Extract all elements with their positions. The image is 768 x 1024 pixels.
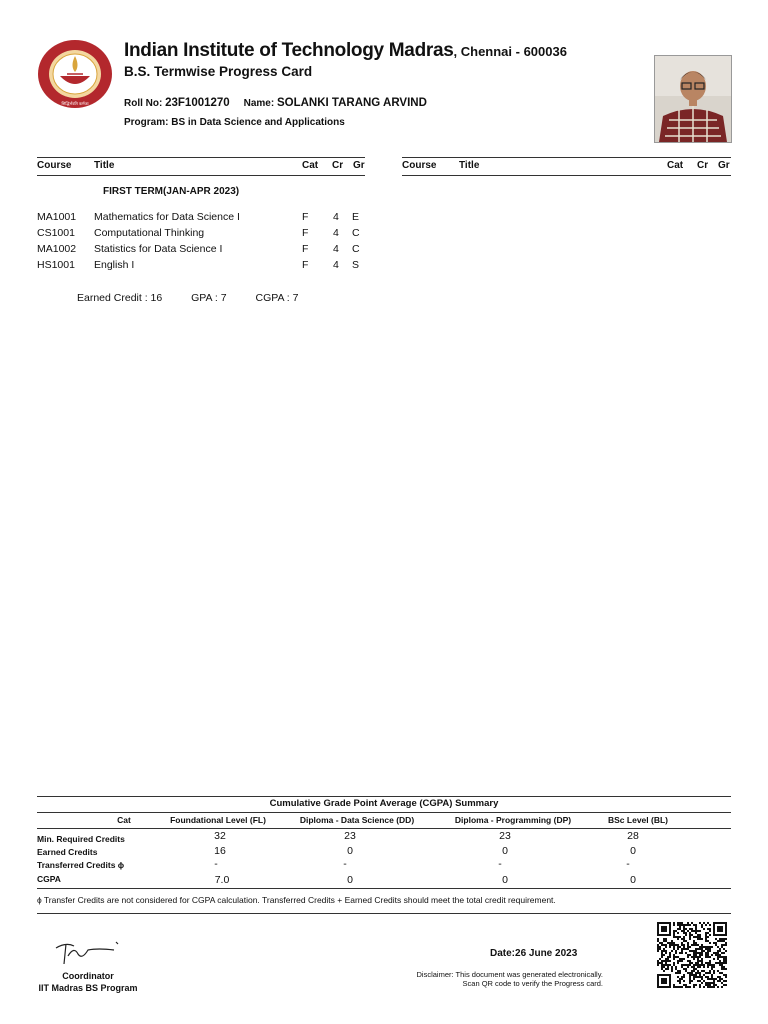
course-cat: F bbox=[302, 243, 309, 255]
course-code: MA1001 bbox=[37, 211, 77, 223]
course-credits: 4 bbox=[333, 243, 339, 255]
course-title: Computational Thinking bbox=[94, 227, 205, 239]
col-gr-left: Gr bbox=[353, 160, 365, 171]
col-cr-right: Cr bbox=[697, 160, 709, 171]
institute-city: , Chennai - 600036 bbox=[453, 44, 567, 59]
cgpa-cell: 32 bbox=[214, 830, 226, 842]
cgpa-cell: 28 bbox=[627, 830, 639, 842]
note-bottom-rule bbox=[37, 913, 731, 914]
course-cat: F bbox=[302, 227, 309, 239]
cgpa-row-label: Earned Credits bbox=[37, 847, 98, 857]
disclaimer-line2: Scan QR code to verify the Progress card. bbox=[462, 979, 603, 988]
col-cr-left: Cr bbox=[332, 160, 344, 171]
term-summary bbox=[77, 292, 324, 304]
course-title: Statistics for Data Science I bbox=[94, 243, 223, 255]
course-row bbox=[37, 259, 367, 275]
header-top-rule-left bbox=[37, 157, 365, 158]
course-cat: F bbox=[302, 211, 309, 223]
svg-text:सिद्धिर्भवति कर्मजा: सिद्धिर्भवति कर्मजा bbox=[61, 101, 89, 106]
cgpa-bottom-rule bbox=[37, 888, 731, 889]
earned-credit: Earned Credit : 16 bbox=[77, 292, 163, 304]
cgpa-cell: 16 bbox=[214, 845, 226, 857]
signature-icon bbox=[52, 936, 122, 966]
course-grade: C bbox=[352, 227, 360, 239]
cgpa-cell: 0 bbox=[502, 845, 508, 857]
col-course-right: Course bbox=[402, 160, 437, 171]
course-grade: E bbox=[352, 211, 360, 223]
disclaimer bbox=[400, 970, 603, 988]
cgpa-cell: 0 bbox=[347, 874, 353, 886]
cgpa-top-rule bbox=[37, 796, 731, 797]
cgpa-row-label: Min. Required Credits bbox=[37, 834, 125, 844]
cgpa-row-label: CGPA bbox=[37, 874, 61, 884]
col-cat-left: Cat bbox=[302, 160, 319, 171]
cgpa-cell: - bbox=[498, 858, 502, 870]
roll-name-line bbox=[124, 97, 427, 109]
cgpa-cell: 23 bbox=[499, 830, 511, 842]
course-title: Mathematics for Data Science I bbox=[94, 211, 240, 223]
course-grade: S bbox=[352, 259, 360, 271]
program-line bbox=[124, 117, 345, 128]
cgpa-col-dp: Diploma - Programming (DP) bbox=[454, 815, 572, 825]
course-cat: F bbox=[302, 259, 309, 271]
cgpa-title-rule bbox=[37, 812, 731, 813]
cgpa-cell: 23 bbox=[344, 830, 356, 842]
col-gr-right: Gr bbox=[718, 160, 730, 171]
header-bottom-rule-left bbox=[37, 175, 365, 176]
cgpa-header-rule bbox=[37, 828, 731, 829]
cgpa-col-fl: Foundational Level (FL) bbox=[170, 815, 266, 825]
coordinator-title bbox=[37, 970, 139, 994]
course-row bbox=[37, 227, 367, 243]
header-bottom-rule-right bbox=[402, 175, 731, 176]
institute-name: Indian Institute of Technology Madras bbox=[124, 40, 454, 61]
coordinator-program: IIT Madras BS Program bbox=[38, 983, 138, 993]
term-cgpa: CGPA : 7 bbox=[255, 292, 299, 304]
iitm-logo-icon bbox=[36, 38, 114, 110]
transfer-credit-note: ɸ Transfer Credits are not considered for CGPA calculation. Transferred Credits + Earned Credits should meet the total credit requirement. bbox=[37, 895, 556, 905]
cgpa-cell: 7.0 bbox=[214, 874, 230, 886]
cgpa-cell: 0 bbox=[630, 845, 636, 857]
cgpa-cell: 0 bbox=[347, 845, 353, 857]
course-row bbox=[37, 211, 367, 227]
issue-date: Date:26 June 2023 bbox=[490, 948, 578, 959]
col-course-left: Course bbox=[37, 160, 72, 171]
header-top-rule-right bbox=[402, 157, 731, 158]
col-title-right: Title bbox=[459, 160, 480, 171]
cgpa-cell: - bbox=[343, 858, 347, 870]
course-row bbox=[37, 243, 367, 259]
course-title: English I bbox=[94, 259, 135, 271]
coordinator-label: Coordinator bbox=[62, 971, 114, 981]
cgpa-cell: 0 bbox=[630, 874, 636, 886]
term-gpa: GPA : 7 bbox=[191, 292, 227, 304]
cgpa-cell: 0 bbox=[502, 874, 508, 886]
name-label: Name: bbox=[243, 98, 275, 109]
cgpa-cell: - bbox=[626, 858, 630, 870]
course-code: CS1001 bbox=[37, 227, 75, 239]
cgpa-col-cat: Cat bbox=[117, 815, 131, 825]
roll-value: 23F1001270 bbox=[165, 97, 230, 109]
cgpa-summary-title: Cumulative Grade Point Average (CGPA) Summary bbox=[269, 798, 499, 809]
cgpa-col-dd: Diploma - Data Science (DD) bbox=[299, 815, 415, 825]
program-label: Program: bbox=[124, 117, 169, 128]
course-credits: 4 bbox=[333, 227, 339, 239]
roll-label: Roll No: bbox=[124, 98, 163, 109]
disclaimer-line1: Disclaimer: This document was generated electronically. bbox=[416, 970, 603, 979]
name-value: SOLANKI TARANG ARVIND bbox=[276, 97, 427, 109]
course-credits: 4 bbox=[333, 259, 339, 271]
course-code: HS1001 bbox=[37, 259, 75, 271]
program-value: BS in Data Science and Applications bbox=[171, 117, 345, 128]
student-photo bbox=[654, 55, 732, 143]
col-title-left: Title bbox=[94, 160, 115, 171]
institute-heading bbox=[124, 40, 567, 62]
qr-code-icon bbox=[657, 922, 727, 988]
course-code: MA1002 bbox=[37, 243, 77, 255]
cgpa-row-label: Transferred Credits ɸ bbox=[37, 860, 125, 870]
course-credits: 4 bbox=[333, 211, 339, 223]
col-cat-right: Cat bbox=[667, 160, 684, 171]
cgpa-col-bl: BSc Level (BL) bbox=[608, 815, 668, 825]
card-title: B.S. Termwise Progress Card bbox=[124, 64, 313, 79]
cgpa-cell: - bbox=[214, 858, 218, 870]
term-title: FIRST TERM(JAN-APR 2023) bbox=[103, 186, 240, 197]
course-grade: C bbox=[352, 243, 360, 255]
